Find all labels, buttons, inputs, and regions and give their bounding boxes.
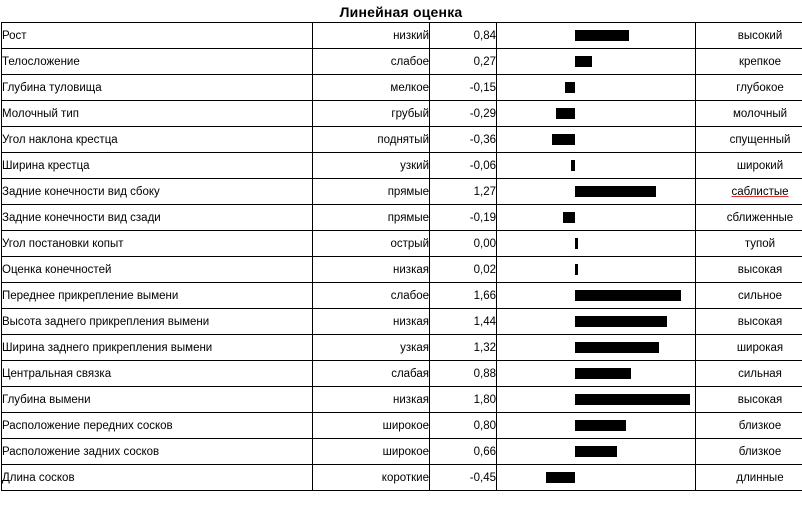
left-pole-label: прямые (313, 205, 430, 231)
value-cell: -0,19 (430, 205, 497, 231)
right-pole-text: широкая (736, 341, 784, 354)
right-pole-text: глубокое (736, 81, 784, 94)
bar (552, 134, 575, 145)
left-pole-label: низкая (313, 257, 430, 283)
linear-evaluation-table (1, 22, 802, 491)
bar-cell (497, 413, 696, 439)
right-pole-label (696, 205, 802, 231)
bar-cell (497, 179, 696, 205)
table-row (2, 75, 802, 101)
right-pole-label (696, 153, 802, 179)
bar-cell (497, 465, 696, 491)
right-pole-text: высокая (737, 263, 783, 276)
table-row (2, 49, 802, 75)
bar-track (497, 335, 695, 360)
right-pole-label (696, 23, 802, 49)
bar-track (497, 283, 695, 308)
right-pole-label (696, 335, 802, 361)
bar-track (497, 361, 695, 386)
trait-name: Ширина крестца (2, 153, 313, 179)
table-row (2, 231, 802, 257)
value-cell: 0,66 (430, 439, 497, 465)
bar-track (497, 387, 695, 412)
bar-track (497, 127, 695, 152)
trait-name: Расположение задних сосков (2, 439, 313, 465)
table-row (2, 101, 802, 127)
right-pole-text: молочный (732, 107, 788, 120)
bar-cell (497, 231, 696, 257)
right-pole-text: высокая (737, 315, 783, 328)
trait-name: Задние конечности вид сбоку (2, 179, 313, 205)
right-pole-label (696, 231, 802, 257)
left-pole-label: прямые (313, 179, 430, 205)
right-pole-label (696, 257, 802, 283)
right-pole-label (696, 49, 802, 75)
trait-name: Телосложение (2, 49, 313, 75)
bar-track (497, 179, 695, 204)
left-pole-label: широкое (313, 413, 430, 439)
right-pole-text: близкое (738, 419, 782, 432)
page-title: Линейная оценка (339, 4, 463, 20)
bar-cell (497, 361, 696, 387)
value-cell: 0,27 (430, 49, 497, 75)
trait-name: Молочный тип (2, 101, 313, 127)
value-cell: 1,27 (430, 179, 497, 205)
bar-track (497, 439, 695, 464)
left-pole-label: мелкое (313, 75, 430, 101)
value-cell: -0,06 (430, 153, 497, 179)
trait-name: Задние конечности вид сзади (2, 205, 313, 231)
right-pole-label (696, 101, 802, 127)
trait-name: Длина сосков (2, 465, 313, 491)
bar-cell (497, 439, 696, 465)
value-cell: -0,15 (430, 75, 497, 101)
table-row (2, 309, 802, 335)
bar-cell (497, 257, 696, 283)
table-row (2, 465, 802, 491)
bar (571, 160, 575, 171)
value-cell: 0,00 (430, 231, 497, 257)
trait-name: Высота заднего прикрепления вымени (2, 309, 313, 335)
bar-cell (497, 153, 696, 179)
trait-name: Оценка конечностей (2, 257, 313, 283)
value-cell: -0,45 (430, 465, 497, 491)
value-cell: 0,02 (430, 257, 497, 283)
bar-track (497, 101, 695, 126)
right-pole-text: длинные (736, 471, 784, 484)
bar-track (497, 23, 695, 48)
bar (575, 446, 617, 457)
left-pole-label: широкое (313, 439, 430, 465)
right-pole-label (696, 413, 802, 439)
right-pole-label (696, 465, 802, 491)
left-pole-label: поднятый (313, 127, 430, 153)
left-pole-label: короткие (313, 465, 430, 491)
right-pole-label (696, 127, 802, 153)
left-pole-label: острый (313, 231, 430, 257)
value-cell: 1,32 (430, 335, 497, 361)
table-row (2, 205, 802, 231)
table-row (2, 387, 802, 413)
bar-track (497, 153, 695, 178)
value-cell: -0,29 (430, 101, 497, 127)
value-cell: 1,44 (430, 309, 497, 335)
left-pole-label: слабое (313, 283, 430, 309)
bar-cell (497, 75, 696, 101)
value-cell: 1,80 (430, 387, 497, 413)
right-pole-label (696, 179, 802, 205)
left-pole-label: слабое (313, 49, 430, 75)
bar (575, 420, 626, 431)
right-pole-text: саблистые (731, 185, 789, 198)
table-row (2, 361, 802, 387)
value-cell: 1,66 (430, 283, 497, 309)
bar-track (497, 231, 695, 256)
right-pole-text: сближенные (726, 211, 794, 224)
bar-track (497, 75, 695, 100)
bar-track (497, 465, 695, 490)
bar (575, 264, 578, 275)
left-pole-label: узкий (313, 153, 430, 179)
right-pole-text: высокий (737, 29, 783, 42)
table-row (2, 23, 802, 49)
bar-cell (497, 127, 696, 153)
right-pole-text: крепкое (738, 55, 781, 68)
trait-name: Ширина заднего прикрепления вымени (2, 335, 313, 361)
right-pole-label (696, 387, 802, 413)
trait-name: Угол наклона крестца (2, 127, 313, 153)
table-row (2, 413, 802, 439)
left-pole-label: узкая (313, 335, 430, 361)
table-row (2, 153, 802, 179)
trait-name: Рост (2, 23, 313, 49)
right-pole-label (696, 361, 802, 387)
left-pole-label: грубый (313, 101, 430, 127)
bar-track (497, 205, 695, 230)
right-pole-label (696, 439, 802, 465)
bar (575, 394, 690, 405)
bar (546, 472, 575, 483)
right-pole-text: высокая (737, 393, 783, 406)
right-pole-label (696, 283, 802, 309)
bar-track (497, 49, 695, 74)
trait-name: Центральная связка (2, 361, 313, 387)
bar (575, 316, 667, 327)
trait-name: Угол постановки копыт (2, 231, 313, 257)
value-cell: 0,80 (430, 413, 497, 439)
table-row (2, 257, 802, 283)
right-pole-text: тупой (744, 237, 776, 250)
bar-cell (497, 309, 696, 335)
bar-cell (497, 335, 696, 361)
left-pole-label: слабая (313, 361, 430, 387)
trait-name: Глубина вымени (2, 387, 313, 413)
right-pole-text: спущенный (729, 133, 791, 146)
trait-name: Глубина туловища (2, 75, 313, 101)
right-pole-label (696, 309, 802, 335)
trait-name: Расположение передних сосков (2, 413, 313, 439)
bar-track (497, 309, 695, 334)
right-pole-label (696, 75, 802, 101)
bar (575, 238, 578, 249)
table-row (2, 127, 802, 153)
bar-cell (497, 49, 696, 75)
right-pole-text: сильное (737, 289, 783, 302)
bar-cell (497, 101, 696, 127)
bar (575, 30, 629, 41)
bar-track (497, 257, 695, 282)
bar-cell (497, 205, 696, 231)
bar (556, 108, 575, 119)
left-pole-label: низкая (313, 387, 430, 413)
table-row (2, 439, 802, 465)
bar-track (497, 413, 695, 438)
table-row (2, 283, 802, 309)
bar-cell (497, 23, 696, 49)
right-pole-text: сильная (738, 367, 782, 380)
bar-cell (497, 387, 696, 413)
bar (575, 56, 592, 67)
table-row (2, 335, 802, 361)
value-cell: 0,88 (430, 361, 497, 387)
right-pole-text: близкое (738, 445, 782, 458)
bar (575, 290, 681, 301)
bar (575, 342, 659, 353)
bar (575, 368, 631, 379)
bar (575, 186, 656, 197)
value-cell: 0,84 (430, 23, 497, 49)
left-pole-label: низкий (313, 23, 430, 49)
bar (563, 212, 575, 223)
table-row (2, 179, 802, 205)
value-cell: -0,36 (430, 127, 497, 153)
bar-cell (497, 283, 696, 309)
bar (565, 82, 575, 93)
left-pole-label: низкая (313, 309, 430, 335)
right-pole-text: широкий (736, 159, 784, 172)
trait-name: Переднее прикрепление вымени (2, 283, 313, 309)
